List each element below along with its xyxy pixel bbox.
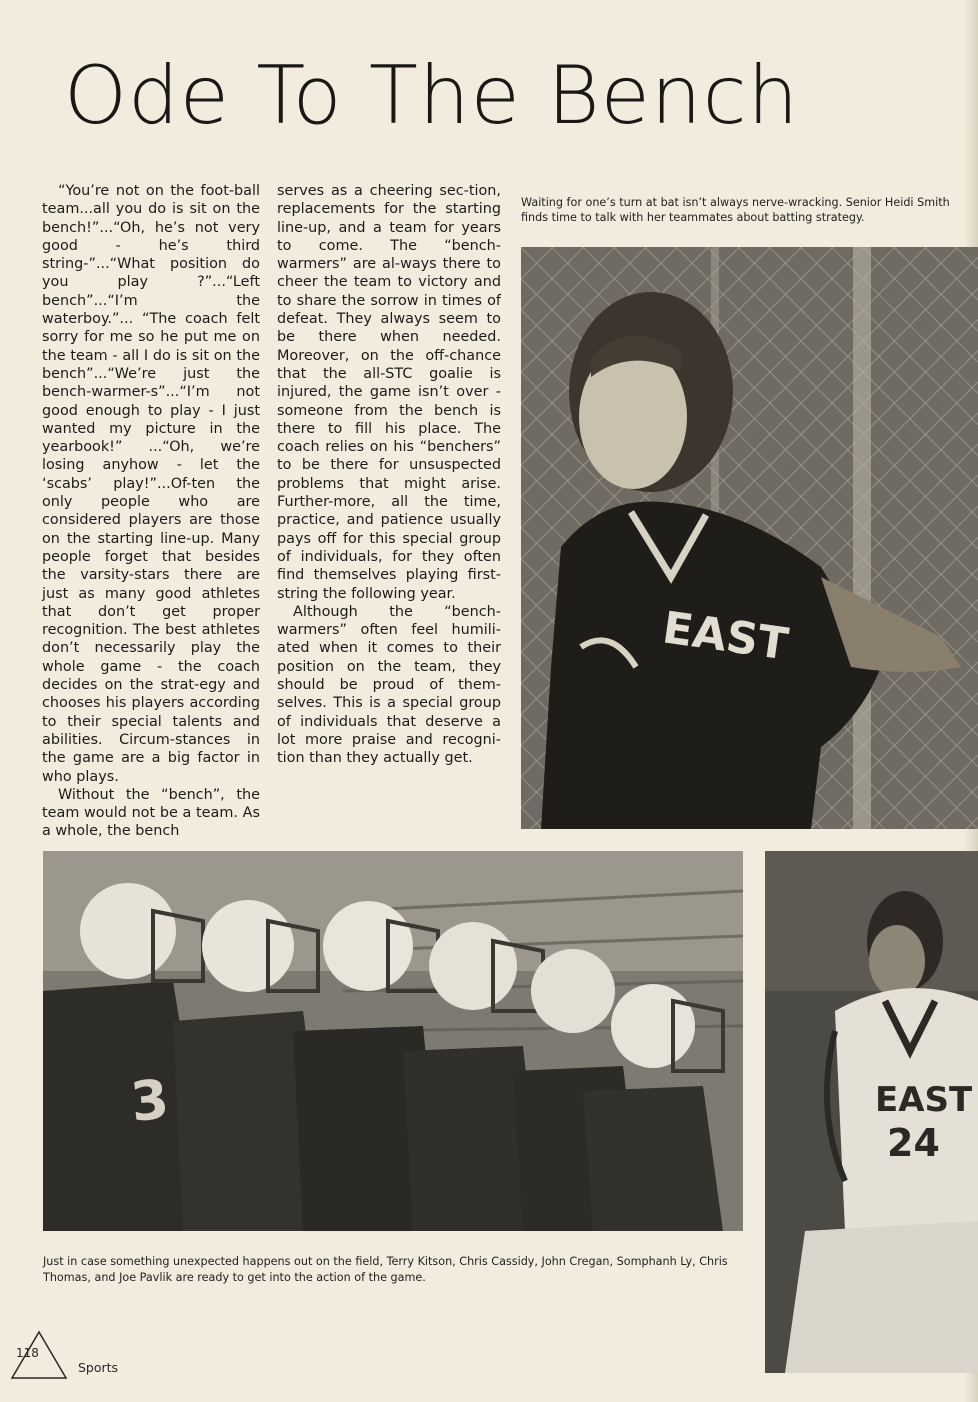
article-paragraph: “You’re not on the foot-ball team...all you do is sit on the bench!”...“Oh, he’s not very good - he’s third string-”...“What position do you play ?”...“Left bench”...“I’m the waterboy.”... “The coach felt sorry for me so he put me on the team - all I do is sit on the bench”...“We’re just the bench-warmer-s”...“I’m not good enough to play - I just wanted my picture in the yearbook!” ...“Oh, we’re losing anyhow - let the ‘scabs’ play!”...Of-ten the only people who are considered players are those on the starting line-up. Many people forget that besides the varsity-stars there are just as many good athletes that don’t get proper recognition. The best athletes don’t necessarily play the whole game - the coach decides on the strat-egy and chooses his players according to their special talents and abilities. Circum-stances in the game are a big factor in who plays.: [42, 183, 260, 785]
svg-text:3: 3: [127, 1067, 172, 1134]
photo-caption-batter: Waiting for one’s turn at bat isn’t always nerve-wracking. Senior Heidi Smith finds time to talk with her teammates about batting strategy.: [521, 196, 950, 224]
photo-caption-bench: Just in case something unexpected happens out on the field, Terry Kitson, Chris Cassidy, John Cregan, Somphanh Ly, Chris Thomas, and Joe Pavlik are ready to get into the action of the game.: [43, 1255, 728, 1284]
jersey-number: 24: [887, 1121, 940, 1165]
jersey-text: EAST: [659, 602, 792, 671]
article-paragraph: Without the “bench”, the team would not be a team. As a whole, the bench: [42, 786, 260, 840]
section-label: Sports: [78, 1360, 119, 1375]
article-paragraph: serves as a cheering sec-tion, replacements for the starting line-up, and a team for years to come. The “bench-warmers” are al-ways there to cheer the team to victory and to share the sorrow in times of defeat. They always seem to be there when needed. Moreover, on the off-chance that the all-STC goalie is injured, the game isn’t over - someone from the bench is there to fill his place. The coach relies on his “benchers” to be there for unsuspected problems that might arise. Further-more, all the time, practice, and patience usually pays off for this special group of individuals, for they often find themselves playing first-string the following year.: [277, 183, 501, 602]
photo-bench-players: [43, 851, 743, 1231]
photo-batter: [521, 247, 978, 829]
article-column-2: [277, 182, 501, 768]
jersey-text: EAST: [875, 1080, 973, 1120]
player-photo-illustration: [765, 851, 978, 1373]
photo-player-24: [765, 851, 978, 1373]
article-column-1: [42, 182, 260, 841]
bench-photo-illustration: [43, 851, 743, 1231]
page-number: 118: [16, 1346, 39, 1360]
page-title: Ode To The Bench: [64, 49, 800, 142]
article-paragraph: Although the “bench-warmers” often feel humili-ated when it comes to their position on the team, they should be proud of them-selves. This is a special group of individuals that deserve a lot more praise and recogni-tion than they actually get.: [277, 603, 501, 767]
batter-photo-illustration: [521, 247, 978, 829]
